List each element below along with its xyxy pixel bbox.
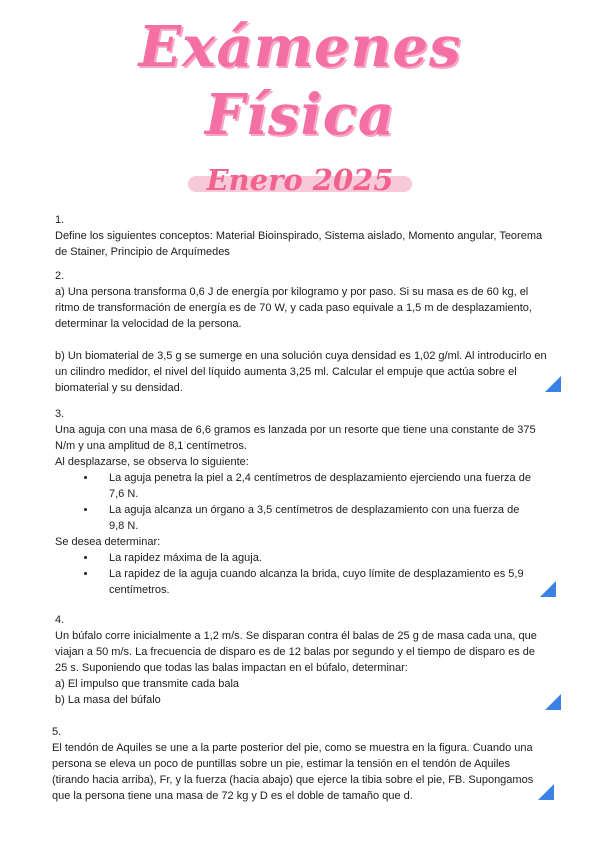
corner-marker-icon bbox=[545, 694, 561, 710]
question-number: 3. bbox=[55, 408, 65, 420]
observation-list bbox=[55, 470, 537, 534]
question-observe: Al desplazarse, se observa lo siguiente: bbox=[55, 456, 249, 468]
question-1 bbox=[55, 212, 545, 260]
list-item: • La aguja penetra la piel a 2,4 centímetros de desplazamiento ejerciendo una fuerza de 7,6 N. bbox=[97, 470, 537, 502]
question-5 bbox=[52, 724, 538, 804]
question-2 bbox=[55, 268, 547, 396]
list-item: • La aguja alcanza un órgano a 3,5 centímetros de desplazamiento con una fuerza de 9,8 N. bbox=[97, 502, 537, 534]
question-number: 2. bbox=[55, 270, 65, 282]
question-part-a: a) El impulso que transmite cada bala bbox=[55, 678, 240, 690]
question-part-a: a) Una persona transforma 0,6 J de energía por kilogramo y por paso. Si su masa es de 60 kg, el ritmo de transformación de energía es de 70 W, y cada paso equivale a 1,5 m de desplazamiento, determinar la velocidad de la persona. bbox=[55, 286, 532, 330]
subtitle-row bbox=[0, 160, 600, 200]
question-part-b: b) La masa del búfalo bbox=[55, 694, 161, 706]
question-intro: Una aguja con una masa de 6,6 gramos es lanzada por un resorte que tiene una constante de 375 N/m y una amplitud de 8,1 centímetros. bbox=[55, 424, 536, 452]
question-number: 5. bbox=[52, 726, 62, 738]
task-list bbox=[55, 550, 537, 598]
question-number: 4. bbox=[55, 614, 65, 626]
question-text: El tendón de Aquiles se une a la parte posterior del pie, como se muestra en la figura. Cuando una persona se eleva un poco de puntillas sobre un pie, estimar la tensión en el tendón de Aquiles (tirando hacia arriba), Fr, y la fuerza (hacia abajo) que ejerce la tibia sobre el pie, FB. Supongamos que la persona tiene una masa de 72 kg y D es el doble de tamaño que d. bbox=[52, 742, 534, 802]
question-text: Define los siguientes conceptos: Material Bioinspirado, Sistema aislado, Momento angular, Teorema de Stainer, Principio de Arquímedes bbox=[55, 230, 543, 258]
corner-marker-icon bbox=[545, 376, 561, 392]
question-3 bbox=[55, 406, 537, 598]
list-item: • La rapidez de la aguja cuando alcanza la brida, cuyo límite de desplazamiento es 5,9 centímetros. bbox=[97, 566, 537, 598]
title-line-2: Física bbox=[204, 82, 396, 148]
question-text: Un búfalo corre inicialmente a 1,2 m/s. Se disparan contra él balas de 25 g de masa cada una, que viajan a 50 m/s. La frecuencia de disparo es de 12 balas por segundo y el tiempo de disparo es de 25 s. Suponiendo que todas las balas impactan en el búfalo, determinar: bbox=[55, 630, 537, 674]
subtitle: Enero 2025 bbox=[200, 160, 399, 200]
title-line-1: Exámenes bbox=[138, 14, 462, 80]
list-item: • La rapidez máxima de la aguja. bbox=[97, 550, 537, 566]
corner-marker-icon bbox=[538, 784, 554, 800]
question-part-b: b) Un biomaterial de 3,5 g se sumerge en una solución cuya densidad es 1,02 g/ml. Al introducirlo en un cilindro medidor, el nivel del líquido aumenta 3,25 ml. Calcular el empuje que actúa sobre el biomaterial y su densidad. bbox=[55, 350, 547, 394]
corner-marker-icon bbox=[540, 581, 556, 597]
question-number: 1. bbox=[55, 214, 65, 226]
question-4 bbox=[55, 612, 545, 708]
question-determine: Se desea determinar: bbox=[55, 536, 161, 548]
